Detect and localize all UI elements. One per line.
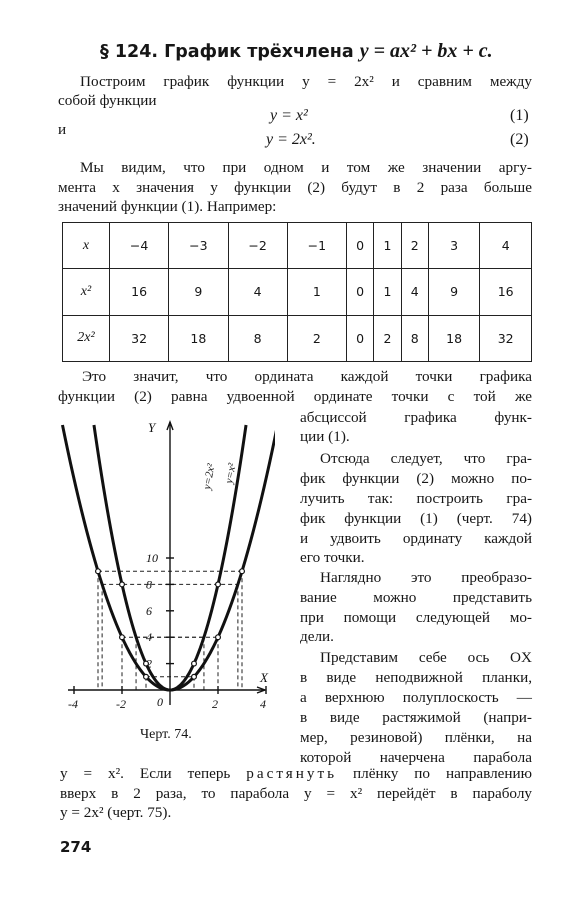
curve-point <box>216 582 221 587</box>
right-column-line: ции (1). <box>300 428 350 445</box>
intro-line-2: собой функции <box>58 92 157 109</box>
y-tick-label: 4 <box>146 630 152 645</box>
paragraph-1-line-3: значений функции (1). Например: <box>58 198 277 215</box>
table-cell: 2 <box>287 315 346 361</box>
equation-2-number: (2) <box>510 131 529 148</box>
table-cell: −4 <box>110 223 169 269</box>
curve-point <box>192 674 197 679</box>
paragraph-2-line-1: Это значит, что ордината каждой точки графика <box>82 368 532 385</box>
curve-point <box>96 569 101 574</box>
intro-conjunction: и <box>58 121 67 138</box>
equation-2: y = 2x². <box>266 131 316 148</box>
right-column-line: мер, резиновой) плёнки, на <box>300 729 532 746</box>
table-row <box>63 315 532 361</box>
table-cell: 0 <box>347 315 374 361</box>
curve-point <box>120 635 125 640</box>
curve-point <box>144 674 149 679</box>
right-column-line: дели. <box>300 628 334 645</box>
y-axis-label: Y <box>148 420 156 435</box>
values-table <box>62 222 532 362</box>
table-cell: 9 <box>428 269 480 315</box>
x-tick-label: 4 <box>260 697 266 711</box>
right-column-line: Наглядно это преобразо- <box>320 569 532 586</box>
x-tick-label: 0 <box>157 695 163 709</box>
intro-line-1: Построим график функции y = 2x² и сравним между <box>80 73 532 90</box>
right-column-line: фик функции (2) можно по- <box>300 470 532 487</box>
y-tick-label: 10 <box>146 551 158 565</box>
curve-label-x2: y=x² <box>223 462 239 485</box>
right-column-line: лучить так: построить гра- <box>300 490 532 507</box>
table-row-label: x <box>63 223 110 269</box>
table-cell: 4 <box>401 269 428 315</box>
table-cell: 4 <box>480 223 532 269</box>
table-cell: −2 <box>228 223 287 269</box>
y-tick-label: 6 <box>146 603 152 618</box>
curve-point <box>240 569 245 574</box>
table-cell: 4 <box>228 269 287 315</box>
table-row-label: 2x² <box>63 315 110 361</box>
table-cell: 9 <box>169 269 228 315</box>
right-column-line: фик функции (1) (черт. 74) <box>300 510 532 527</box>
table-cell: 18 <box>169 315 228 361</box>
table-cell: 16 <box>110 269 169 315</box>
table-cell: 3 <box>428 223 480 269</box>
figure-74-graph <box>60 410 275 720</box>
table-cell: 0 <box>347 269 374 315</box>
table-cell: 0 <box>347 223 374 269</box>
right-column-line: его точки. <box>300 549 365 566</box>
table-cell: 8 <box>401 315 428 361</box>
right-column-line: которой начерчена парабола <box>300 749 532 766</box>
heading-formula: y = ax² + bx + c. <box>359 40 493 62</box>
bottom-line-2: вверх в 2 раза, то парабола y = x² перейдёт в параболу <box>60 785 532 802</box>
curve-point <box>120 582 125 587</box>
bottom-line-1-post: плёнку по направлению <box>337 765 532 782</box>
table-cell: 1 <box>374 223 401 269</box>
right-column-line: и удвоить ординату каждой <box>300 530 532 547</box>
table-cell: 32 <box>110 315 169 361</box>
bottom-line-1-pre: y = x². Если теперь <box>60 765 247 782</box>
figure-caption: Черт. 74. <box>140 727 192 742</box>
paragraph-1-line-2: мента x значения y функции (2) будут в 2 раза больше <box>58 179 532 196</box>
table-row-label: x² <box>63 269 110 315</box>
paragraph-2-line-2: функции (2) равна удвоенной ординате точки с той же <box>58 388 532 405</box>
table-cell: 18 <box>428 315 480 361</box>
curve-point <box>192 661 197 666</box>
table-row <box>63 269 532 315</box>
right-column-line: Представим себе ось OX <box>320 649 532 666</box>
right-column-line: при помощи следующей мо- <box>300 609 532 626</box>
y-tick-label: 2 <box>146 656 152 671</box>
right-column-line: абсциссой графика функ- <box>300 409 532 426</box>
section-heading <box>100 40 540 63</box>
curve-point <box>216 635 221 640</box>
x-tick-label: 2 <box>212 697 218 711</box>
equation-1: y = x² <box>270 107 308 124</box>
y-tick-label: 8 <box>146 577 152 592</box>
right-column-line: вание можно представить <box>300 589 532 606</box>
table-cell: −1 <box>287 223 346 269</box>
table-cell: 2 <box>401 223 428 269</box>
table-cell: 2 <box>374 315 401 361</box>
table-cell: 1 <box>287 269 346 315</box>
paragraph-1-line-1: Мы видим, что при одном и том же значении аргу- <box>80 159 532 176</box>
curve-label-2x2: y=2x² <box>201 462 218 491</box>
heading-prefix: § 124. График трёхчлена <box>100 42 360 62</box>
x-axis-label: X <box>260 670 268 685</box>
right-column-line: в виде растяжимой (напри- <box>300 709 532 726</box>
right-column-line: Отсюда следует, что гра- <box>320 450 532 467</box>
bottom-line-3: y = 2x² (черт. 75). <box>60 804 172 821</box>
table-cell: −3 <box>169 223 228 269</box>
right-column-line: в виде неподвижной планки, <box>300 669 532 686</box>
table-cell: 1 <box>374 269 401 315</box>
table-cell: 32 <box>480 315 532 361</box>
bottom-line-1 <box>60 764 532 783</box>
equation-1-number: (1) <box>510 107 529 124</box>
table-row <box>63 223 532 269</box>
x-tick-label: -2 <box>116 697 126 711</box>
x-tick-label: -4 <box>68 697 78 711</box>
page-number: 274 <box>60 838 92 856</box>
table-cell: 16 <box>480 269 532 315</box>
right-column-line: а верхнюю полуплоскость — <box>300 689 532 706</box>
bottom-line-1-spaced: растянуть <box>246 765 338 782</box>
table-cell: 8 <box>228 315 287 361</box>
